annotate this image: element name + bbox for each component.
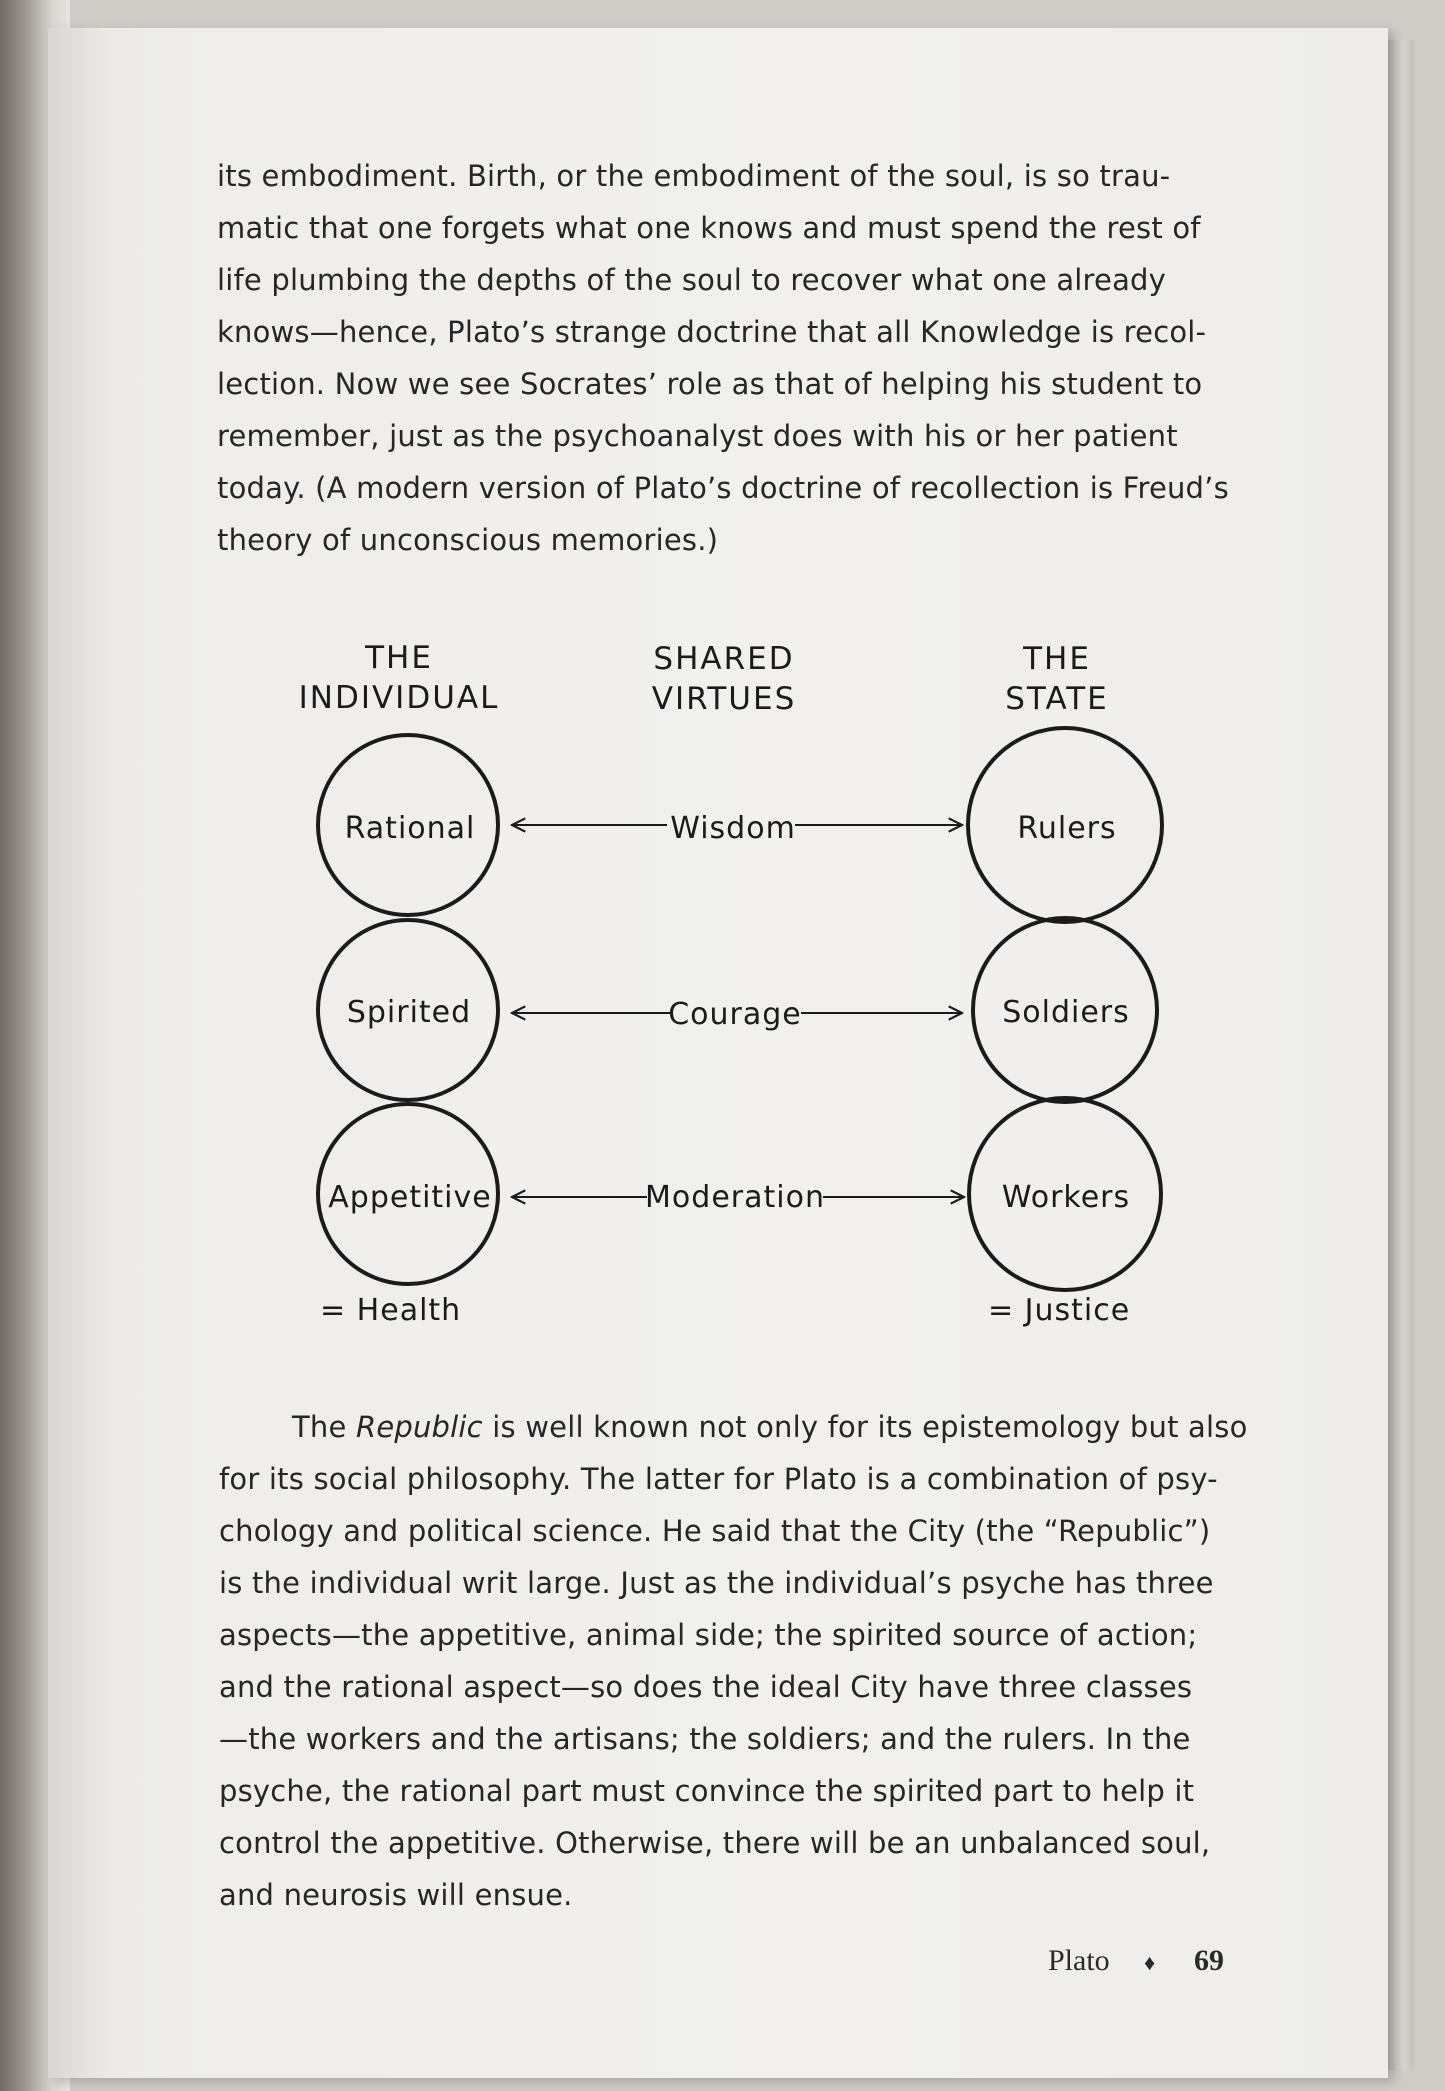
text-line: for its social philosophy. The latter for Plato is a combination of psy- <box>219 1462 1218 1496</box>
header-individual-line2: INDIVIDUAL <box>298 680 500 716</box>
result-health: = Health <box>320 1293 462 1328</box>
page-number: 69 <box>1194 1944 1224 1977</box>
text-line: is the individual writ large. Just as the individual’s psyche has three <box>219 1566 1214 1600</box>
text-line: knows—hence, Plato’s strange doctrine that all Knowledge is recol- <box>217 315 1207 349</box>
text-line <box>219 1401 1248 1453</box>
text-line: control the appetitive. Otherwise, there will be an unbalanced soul, <box>219 1826 1211 1860</box>
text-line: today. (A modern version of Plato’s doctrine of recollection is Freud’s <box>217 471 1229 505</box>
header-state-line1: THE <box>1023 641 1091 677</box>
text-run: The <box>292 1410 356 1444</box>
text-line: psyche, the rational part must convince the spirited part to help it <box>219 1774 1195 1808</box>
label-spirited: Spirited <box>346 995 472 1030</box>
text-run: is well known not only for its epistemology but also <box>482 1410 1248 1444</box>
text-line: and neurosis will ensue. <box>219 1878 573 1912</box>
label-courage: Courage <box>668 997 802 1032</box>
text-line: remember, just as the psychoanalyst does with his or her patient <box>217 419 1178 453</box>
label-moderation: Moderation <box>645 1180 825 1215</box>
header-virtues-line1: SHARED <box>653 641 795 677</box>
label-appetitive: Appetitive <box>328 1180 492 1215</box>
header-individual-line1: THE <box>365 640 433 676</box>
text-line: its embodiment. Birth, or the embodiment of the soul, is so trau- <box>217 159 1171 193</box>
text-line: theory of unconscious memories.) <box>217 523 719 557</box>
label-soldiers: Soldiers <box>1002 995 1130 1030</box>
text-line: matic that one forgets what one knows and must spend the rest of <box>217 211 1201 245</box>
header-virtues-line2: VIRTUES <box>651 681 797 717</box>
paragraph-bottom <box>219 1401 1248 1921</box>
label-rational: Rational <box>344 811 476 846</box>
diamond-separator: ♦ <box>1144 1950 1156 1975</box>
text-line: lection. Now we see Socrates’ role as that of helping his student to <box>217 367 1203 401</box>
result-justice: = Justice <box>988 1293 1131 1328</box>
label-wisdom: Wisdom <box>670 811 796 846</box>
text-line: —the workers and the artisans; the soldiers; and the rulers. In the <box>219 1722 1191 1756</box>
republic-italic: Republic <box>355 1410 483 1444</box>
label-rulers: Rulers <box>1017 811 1117 846</box>
text-line: aspects—the appetitive, animal side; the spirited source of action; <box>219 1618 1198 1652</box>
header-state-line2: STATE <box>1005 681 1109 717</box>
text-line: and the rational aspect—so does the ideal City have three classes <box>219 1670 1193 1704</box>
running-head: Plato <box>1048 1944 1110 1977</box>
text-line: life plumbing the depths of the soul to recover what one already <box>217 263 1167 297</box>
text-line: chology and political science. He said that the City (the “Republic”) <box>219 1514 1211 1548</box>
label-workers: Workers <box>1001 1180 1131 1215</box>
